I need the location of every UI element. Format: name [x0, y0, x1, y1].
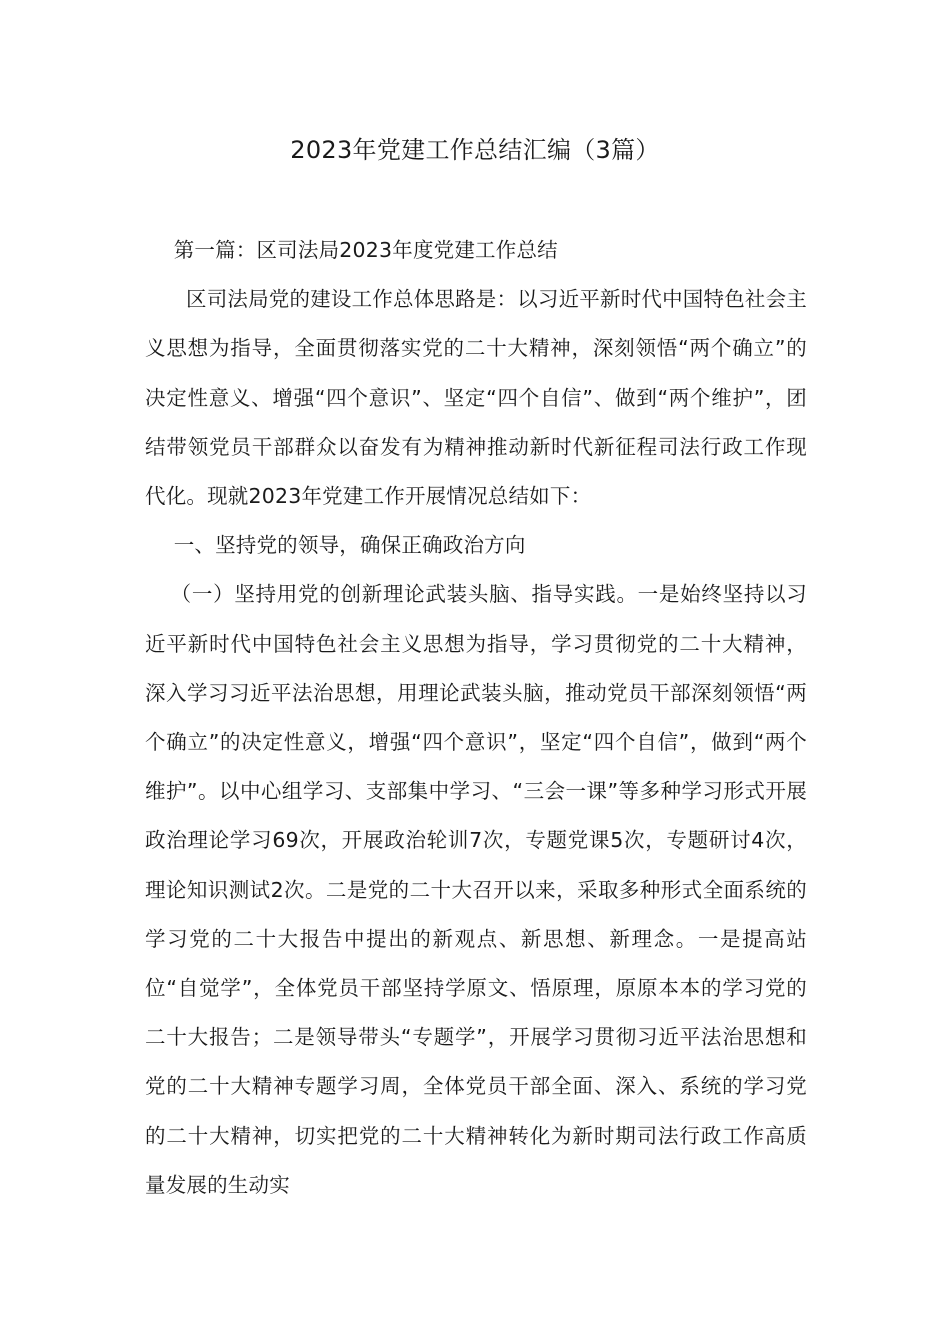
intro-paragraph: 区司法局党的建设工作总体思路是：以习近平新时代中国特色社会主义思想为指导，全面贯彻落实党的二十大精神，深刻领悟“两个确立”的决定性意义、增强“四个意识”、坚定“四个自信”、做到“两个维护”，团结带领党员干部群众以奋发有为精神推动新时代新征程司法行政工作现代化。现就2023年党建工作开展情况总结如下：	[145, 287, 807, 509]
section-heading-1: 一、坚持党的领导，确保正确政治方向	[173, 533, 526, 558]
document-body	[145, 226, 807, 1210]
paragraph-1: （一）坚持用党的创新理论武装头脑、指导实践。一是始终坚持以习近平新时代中国特色社会主义思想为指导，学习贯彻党的二十大精神，深入学习习近平法治思想，用理论武装头脑，推动党员干部深刻领悟“两个确立”的决定性意义，增强“四个意识”，坚定“四个自信”，做到“两个维护”。以中心组学习、支部集中学习、“三会一课”等多种学习形式开展政治理论学习69次，开展政治轮训7次，专题党课5次，专题研讨4次，理论知识测试2次。二是党的二十大召开以来，采取多种形式全面系统的学习党的二十大报告中提出的新观点、新思想、新理念。一是提高站位“自觉学”，全体党员干部坚持学原文、悟原理，原原本本的学习党的二十大报告；二是领导带头“专题学”，开展学习贯彻习近平法治思想和党的二十大精神专题学习周，全体党员干部全面、深入、系统的学习党的二十大精神，切实把党的二十大精神转化为新时期司法行政工作高质量发展的生动实	[145, 582, 807, 1197]
section-title: 第一篇：区司法局2023年度党建工作总结	[173, 238, 558, 262]
document-title: 2023年党建工作总结汇编（3篇）	[290, 136, 660, 164]
